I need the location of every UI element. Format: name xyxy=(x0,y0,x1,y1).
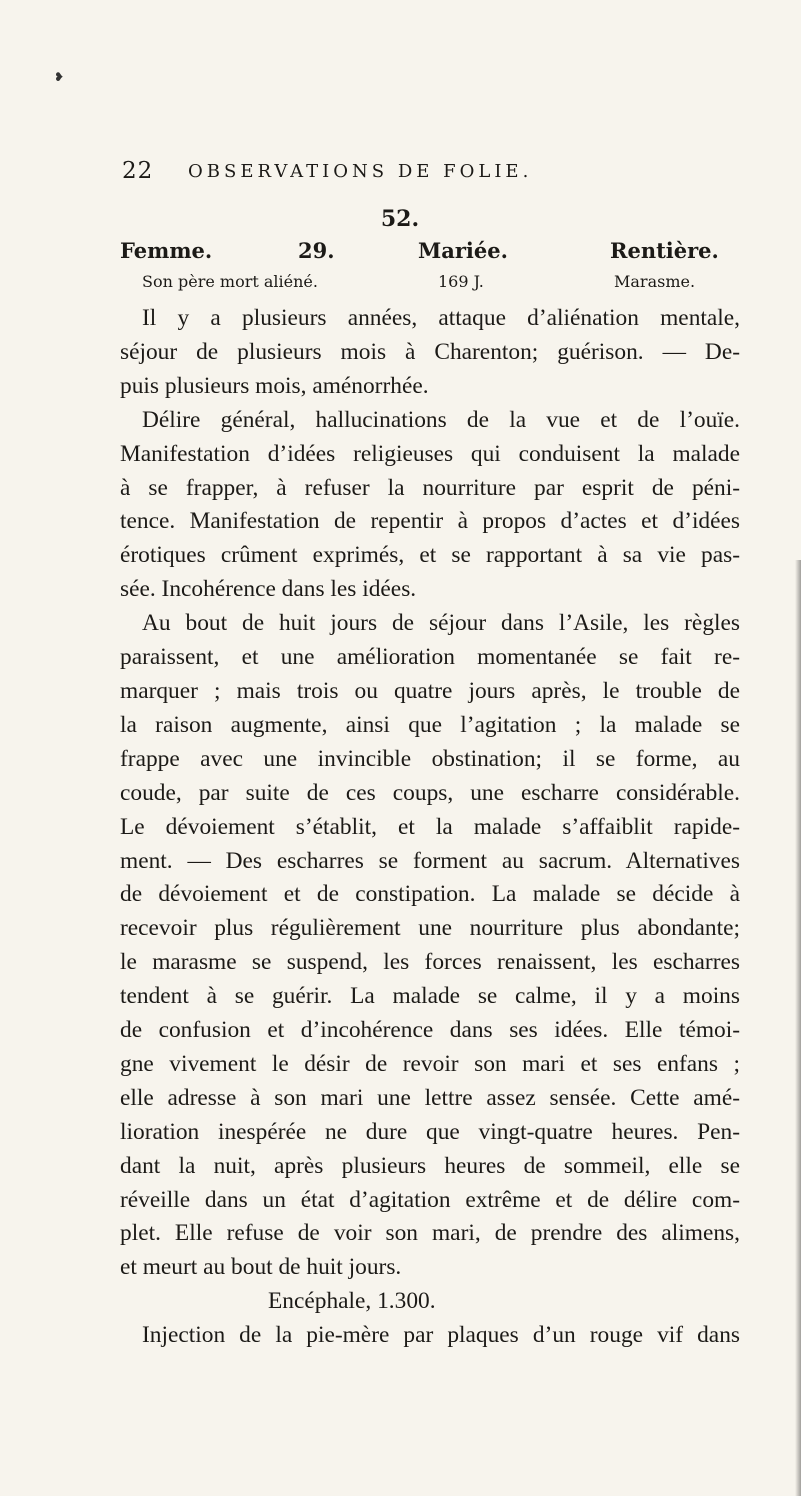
text-line: Au bout de huit jours de séjour dans l’Asile, les règles xyxy=(142,610,740,637)
field-sex: Femme. xyxy=(120,238,213,263)
text-line: lioration inespérée ne dure que vingt-quatre heures. Pen- xyxy=(120,1118,740,1145)
text-line: Le dévoiement s’établit, et la malade s’affaiblit rapide- xyxy=(120,813,740,840)
text-line: et meurt au bout de huit jours. xyxy=(120,1254,402,1281)
page-edge-shadow xyxy=(795,560,801,1496)
text-line: à se frapper, à refuser la nourriture par esprit de péni- xyxy=(120,474,740,501)
text-line: tendent à se guérir. La malade se calme, il y a moins xyxy=(120,983,740,1010)
observation-fields xyxy=(120,238,735,294)
text-line: ment. — Des escharres se forment au sacrum. Alternatives xyxy=(120,847,740,874)
text-line: de dévoiement et de constipation. La malade se décide à xyxy=(120,881,740,908)
text-line: paraissent, et une amélioration momentanée se fait re- xyxy=(120,644,740,671)
text-line: puis plusieurs mois, aménorrhée. xyxy=(120,372,429,399)
text-line: plet. Elle refuse de voir son mari, de prendre des alimens, xyxy=(120,1220,740,1247)
text-line: séjour de plusieurs mois à Charenton; guérison. — De- xyxy=(120,338,740,365)
text-line: la raison augmente, ainsi que l’agitation ; la malade se xyxy=(120,711,740,738)
observation-number: 52. xyxy=(380,206,420,232)
text-line: Encéphale, 1.300. xyxy=(268,1288,436,1315)
text-line: Délire général, hallucinations de la vue et de l’ouïe. xyxy=(142,406,740,433)
text-line: érotiques crûment exprimés, et se rapportant à sa vie pas- xyxy=(120,542,740,569)
text-line: le marasme se suspend, les forces renaissent, les escharres xyxy=(120,949,740,976)
text-line: réveille dans un état d’agitation extrême et de délire com- xyxy=(120,1186,740,1213)
text-line: dant la nuit, après plusieurs heures de sommeil, elle se xyxy=(120,1152,740,1179)
field-cause-of-death: Marasme. xyxy=(614,272,696,291)
text-line: tence. Manifestation de repentir à propos d’actes et d’idées xyxy=(120,508,740,535)
text-line: Il y a plusieurs années, attaque d’aliénation mentale, xyxy=(142,305,740,331)
field-age: 29. xyxy=(298,238,335,263)
field-heredity: Son père mort aliéné. xyxy=(142,272,318,291)
page-marker: ❥ xyxy=(54,70,65,84)
field-duration: 169 J. xyxy=(438,272,484,291)
field-status: Mariée. xyxy=(418,238,508,263)
text-line: marquer ; mais trois ou quatre jours après, le trouble de xyxy=(120,677,740,704)
text-line: gne vivement le désir de revoir son mari et ses enfans ; xyxy=(120,1050,740,1077)
running-head xyxy=(122,158,762,188)
text-line: elle adresse à son mari une lettre assez sensée. Cette amé- xyxy=(120,1084,740,1111)
text-line: de confusion et d’incohérence dans ses idées. Elle témoi- xyxy=(120,1017,740,1044)
text-line: sée. Incohérence dans les idées. xyxy=(120,576,417,603)
page-number: 22 xyxy=(122,158,154,184)
running-title: OBSERVATIONS DE FOLIE. xyxy=(188,161,533,182)
text-line: frappe avec une invincible obstination; il se forme, au xyxy=(120,745,740,772)
field-occupation: Rentière. xyxy=(610,238,719,263)
text-line: Injection de la pie-mère par plaques d’un rouge vif dans xyxy=(142,1322,740,1349)
text-line: coude, par suite de ces coups, une escharre considérable. xyxy=(120,779,740,806)
text-line: recevoir plus régulièrement une nourriture plus abondante; xyxy=(120,915,740,942)
observation-body xyxy=(120,302,740,1353)
text-line: Manifestation d’idées religieuses qui conduisent la malade xyxy=(120,440,740,467)
